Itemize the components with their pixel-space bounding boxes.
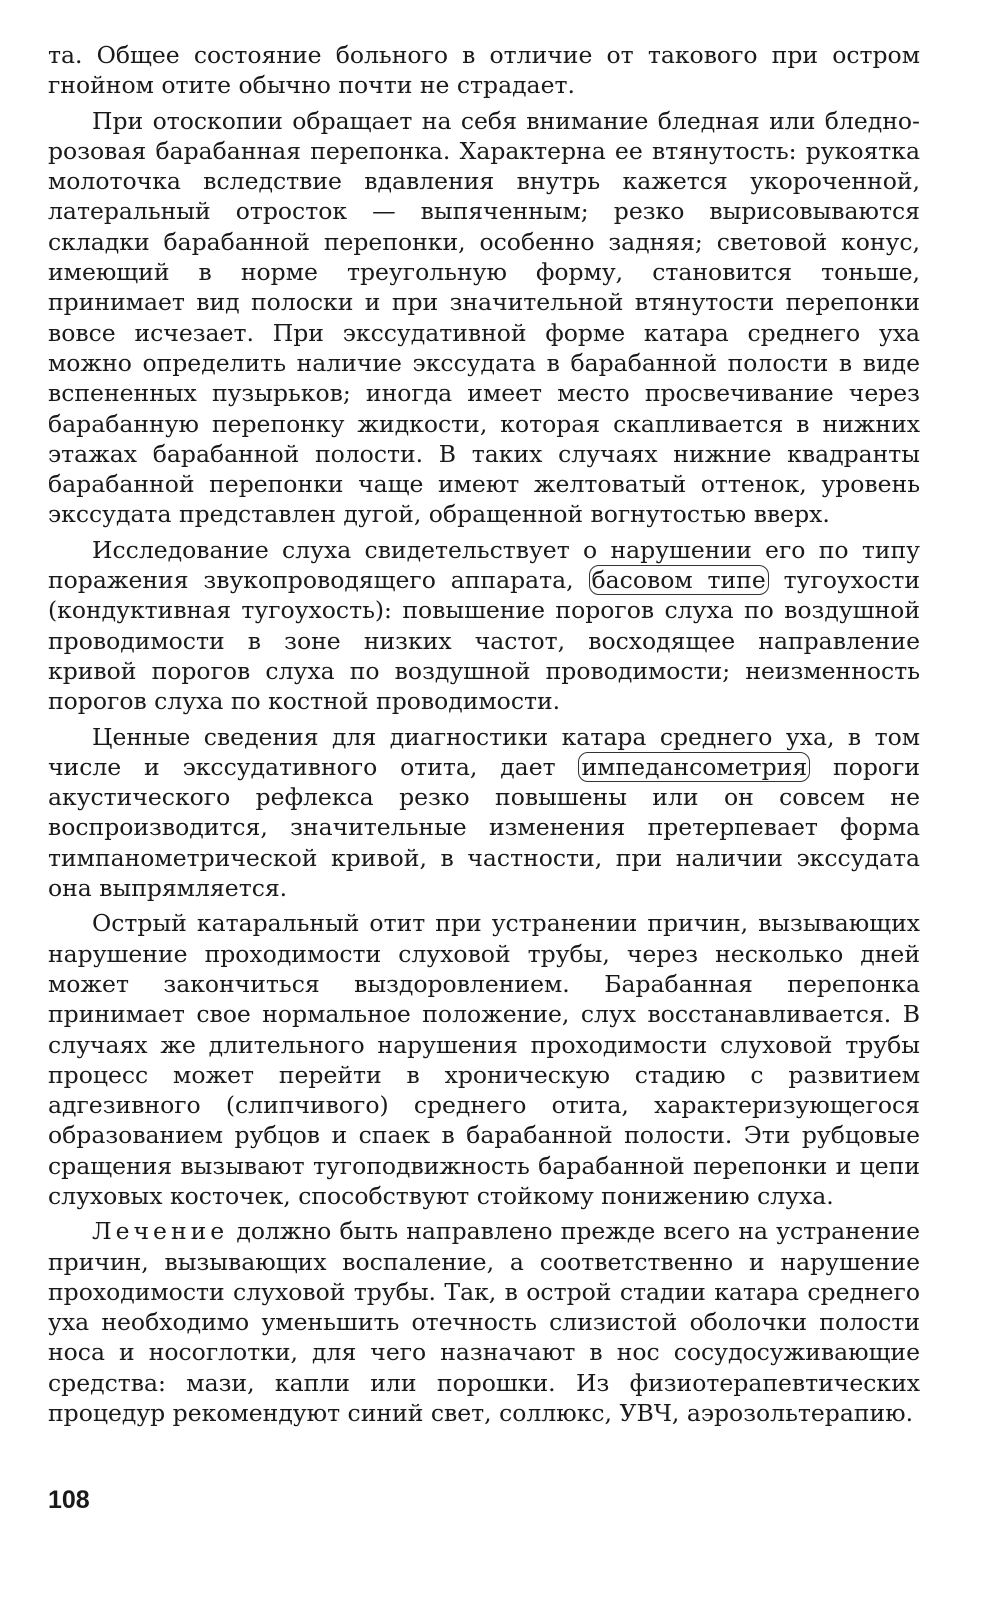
text-segment: басовом типе xyxy=(589,565,769,595)
page-body xyxy=(48,40,920,1433)
text-segment: Лечение xyxy=(92,1217,229,1246)
paragraph-5 xyxy=(48,908,920,1211)
text-segment: Ценные сведения для диагностики катара среднего уха, в том числе и экссудативного отита, дает xyxy=(48,722,920,781)
text-segment: пороги акустического рефлекса резко повышены или он совсем не воспроизводится, значительные изменения претерпевает форма тимпанометрической кривой, в частности, при наличии экссудата она выпрямляется. xyxy=(48,752,920,903)
page-number: 108 xyxy=(48,1486,90,1514)
text-segment: должно быть направлено прежде всего на устранение причин, вызывающих воспаление, а соответственно и нарушение проходимости слуховой трубы. Так, в острой стадии катара среднего уха необходимо уменьшить отечность слизистой оболочки полости носа и носоглотки, для чего назначают в нос сосудосуживающие средства: мази, капли или порошки. Из физиотерапевтических процедур рекомендуют синий свет, соллюкс, УВЧ, аэрозольтерапию. xyxy=(48,1217,920,1428)
paragraph-3 xyxy=(48,535,920,717)
text-segment: При отоскопии обращает на себя внимание бледная или бледно-розовая барабанная перепонка. Характерна ее втянутость: рукоятка молоточка вследствие вдавления внутрь кажется укороченной, латеральный отросток — выпяченным; резко вырисовываются складки барабанной перепонки, особенно задняя; световой конус, имеющий в норме треугольную форму, становится тоньше, принимает вид полоски и при значительной втянутости перепонки вовсе исчезает. При экссудативной форме катара среднего уха можно определить наличие экссудата в барабанной полости в виде вспененных пузырьков; иногда имеет место просвечивание через барабанную перепонку жидкости, которая скапливается в нижних этажах барабанной полости. В таких случаях нижние квадранты барабанной перепонки чаще имеют желтоватый оттенок, уровень экссудата представлен дугой, обращенной вогнутостью вверх. xyxy=(48,106,920,529)
paragraph-4 xyxy=(48,722,920,904)
paragraph-1 xyxy=(48,40,920,101)
paragraph-6 xyxy=(48,1216,920,1428)
text-segment: Острый катаральный отит при устранении причин, вызывающих нарушение проходимости слуховой трубы, через несколько дней может закончиться выздоровлением. Барабанная перепонка принимает свое нормальное положение, слух восстанавливается. В случаях же длительного нарушения проходимости слуховой трубы процесс может перейти в хроническую стадию с развитием адгезивного (слипчивого) среднего отита, характеризующегося образованием рубцов и спаек в барабанной полости. Эти рубцовые сращения вызывают тугоподвижность барабанной перепонки и цепи слуховых косточек, способствуют стойкому понижению слуха. xyxy=(48,909,920,1210)
paragraph-2 xyxy=(48,106,920,530)
text-segment: тугоухости (кондуктивная тугоухость): повышение порогов слуха по воздушной проводимости в зоне низких частот, восходящее направление кривой порогов слуха по воздушной проводимости; неизменность порогов слуха по костной проводимости. xyxy=(48,566,920,716)
text-segment: та. Общее состояние больного в отличие от такового при остром гнойном отите обычно почти не страдает. xyxy=(48,41,920,100)
text-segment: импедансометрия xyxy=(578,752,810,782)
text-segment: Исследование слуха свидетельствует о нарушении его по типу поражения звукопроводящего аппарата, xyxy=(48,535,920,595)
